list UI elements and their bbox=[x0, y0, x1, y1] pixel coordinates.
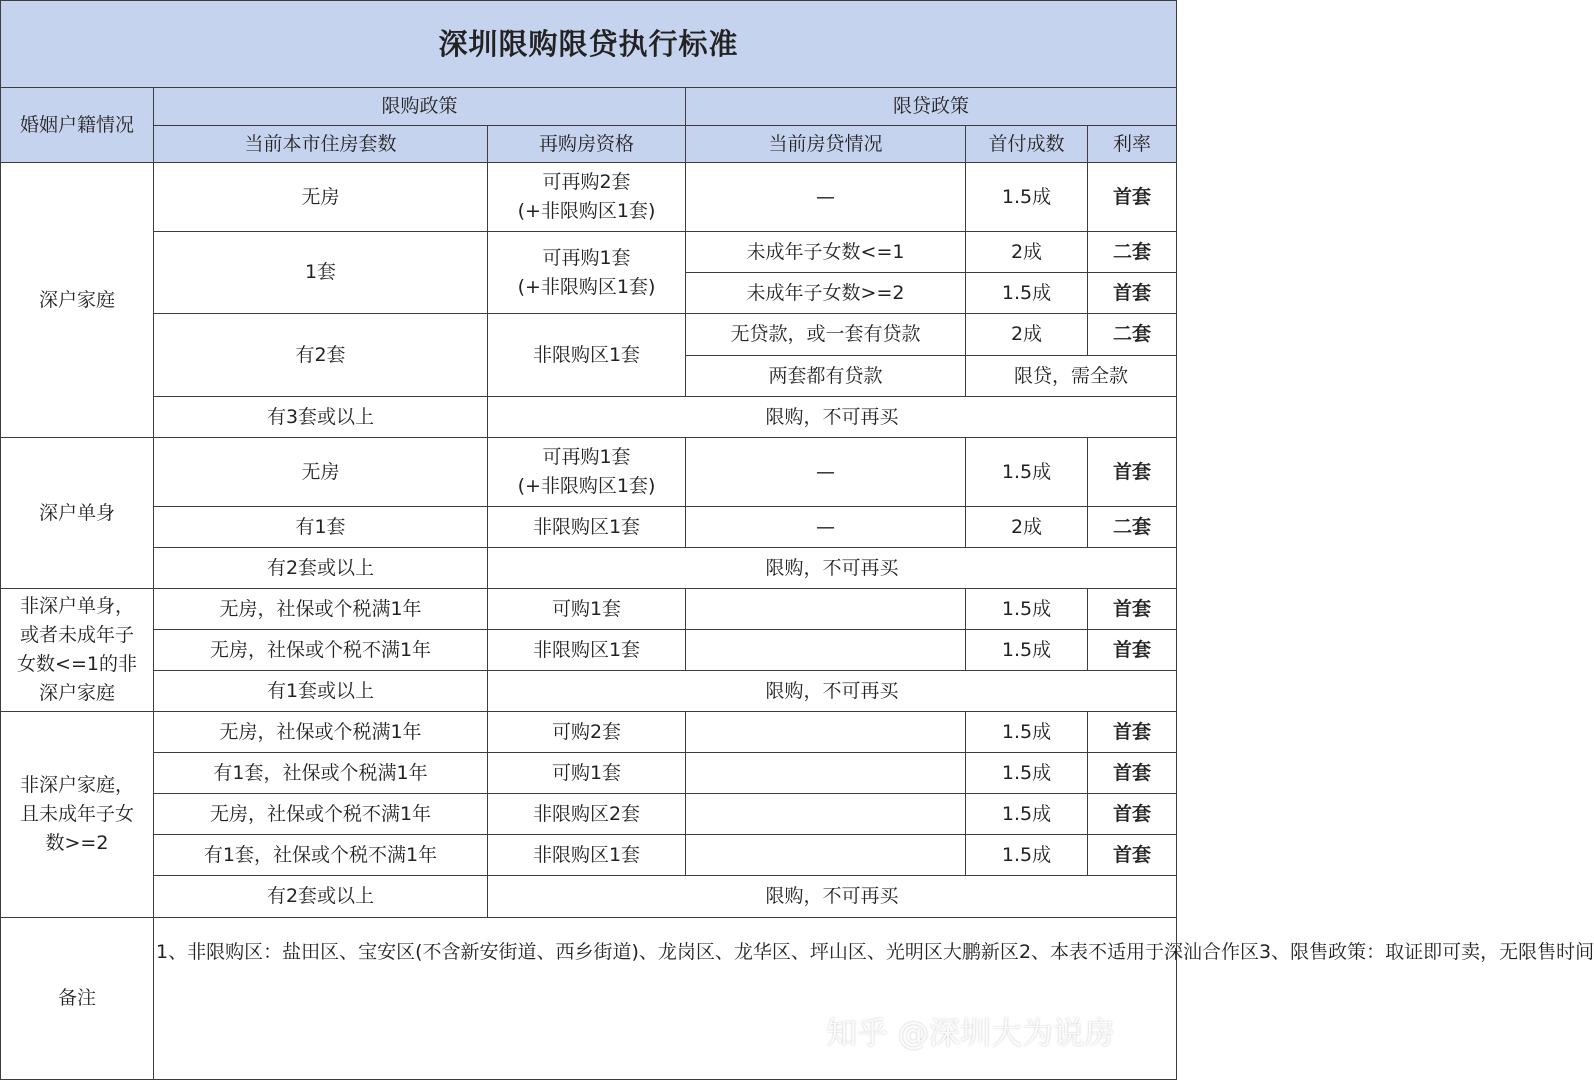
rate-cell: 首套 bbox=[1088, 794, 1177, 835]
current-houses-cell: 有3套或以上 bbox=[154, 397, 488, 438]
notes-label: 备注 bbox=[0, 918, 154, 1080]
current-houses-cell: 有1套，社保或个税不满1年 bbox=[154, 835, 488, 876]
rate-cell: 二套 bbox=[1088, 314, 1177, 356]
group-label: 非深户单身， 或者未成年子 女数<=1的非 深户家庭 bbox=[0, 589, 154, 712]
qualification-cell: 可购1套 bbox=[488, 589, 686, 630]
down-payment-cell: 1.5成 bbox=[966, 794, 1088, 835]
down-payment-cell: 1.5成 bbox=[966, 712, 1088, 753]
qualification-cell: 可再购1套 (+非限购区1套) bbox=[488, 232, 686, 314]
note-line: 大鹏新区 bbox=[942, 941, 1019, 963]
note-line: 1、非限购区：盐田区、宝安区(不含新安街道、西乡街道)、龙岗区、龙华区、坪山区、光明区 bbox=[156, 941, 943, 963]
rate-cell: 首套 bbox=[1088, 835, 1177, 876]
current-houses-cell: 有1套或以上 bbox=[154, 671, 488, 712]
loan-cell: — bbox=[686, 163, 966, 232]
rate-cell: 首套 bbox=[1088, 273, 1177, 314]
header-current-loan: 当前房贷情况 bbox=[686, 126, 966, 163]
qualification-cell: 可购1套 bbox=[488, 753, 686, 794]
header-current-houses: 当前本市住房套数 bbox=[154, 126, 488, 163]
header-down-payment: 首付成数 bbox=[966, 126, 1088, 163]
down-payment-cell: 2成 bbox=[966, 314, 1088, 356]
rate-cell: 首套 bbox=[1088, 438, 1177, 507]
loan-cell bbox=[686, 753, 966, 794]
note-line: 2、本表不适用于深汕合作区 bbox=[1018, 941, 1260, 963]
loan-cell: — bbox=[686, 438, 966, 507]
watermark: 知乎 @深圳大为说房 bbox=[826, 1016, 1115, 1052]
down-payment-cell: 1.5成 bbox=[966, 163, 1088, 232]
down-rate-cell: 限贷，需全款 bbox=[966, 356, 1177, 397]
loan-cell: 无贷款，或一套有贷款 bbox=[686, 314, 966, 356]
qualification-cell: 非限购区2套 bbox=[488, 794, 686, 835]
rate-cell: 首套 bbox=[1088, 753, 1177, 794]
header-marriage: 婚姻户籍情况 bbox=[0, 88, 154, 163]
rate-cell: 首套 bbox=[1088, 589, 1177, 630]
qualification-cell: 非限购区1套 bbox=[488, 630, 686, 671]
down-payment-cell: 1.5成 bbox=[966, 753, 1088, 794]
current-houses-cell: 无房 bbox=[154, 163, 488, 232]
loan-cell: 未成年子女数>=2 bbox=[686, 273, 966, 314]
down-payment-cell: 1.5成 bbox=[966, 589, 1088, 630]
rate-cell: 首套 bbox=[1088, 630, 1177, 671]
group-label: 深户单身 bbox=[0, 438, 154, 589]
current-houses-cell: 无房，社保或个税不满1年 bbox=[154, 794, 488, 835]
qualification-cell: 非限购区1套 bbox=[488, 314, 686, 397]
current-houses-cell: 1套 bbox=[154, 232, 488, 314]
down-payment-cell: 1.5成 bbox=[966, 273, 1088, 314]
header-loan-policy: 限贷政策 bbox=[686, 88, 1177, 126]
current-houses-cell: 无房，社保或个税满1年 bbox=[154, 712, 488, 753]
loan-cell bbox=[686, 589, 966, 630]
rate-cell: 首套 bbox=[1088, 712, 1177, 753]
current-houses-cell: 有1套 bbox=[154, 507, 488, 548]
header-rate: 利率 bbox=[1088, 126, 1177, 163]
rate-cell: 二套 bbox=[1088, 232, 1177, 273]
loan-cell bbox=[686, 630, 966, 671]
qualification-cell: 非限购区1套 bbox=[488, 507, 686, 548]
qualification-cell: 非限购区1套 bbox=[488, 835, 686, 876]
down-payment-cell: 1.5成 bbox=[966, 835, 1088, 876]
restricted-cell: 限购，不可再买 bbox=[488, 548, 1177, 589]
notes-content bbox=[154, 918, 1594, 1080]
restricted-cell: 限购，不可再买 bbox=[488, 876, 1177, 918]
group-label: 非深户家庭， 且未成年子女 数>=2 bbox=[0, 712, 154, 918]
header-rebuy-qualification: 再购房资格 bbox=[488, 126, 686, 163]
loan-cell bbox=[686, 835, 966, 876]
loan-cell bbox=[686, 794, 966, 835]
current-houses-cell: 无房，社保或个税不满1年 bbox=[154, 630, 488, 671]
qualification-cell: 可购2套 bbox=[488, 712, 686, 753]
down-payment-cell: 2成 bbox=[966, 232, 1088, 273]
current-houses-cell: 有1套，社保或个税满1年 bbox=[154, 753, 488, 794]
loan-cell bbox=[686, 712, 966, 753]
current-houses-cell: 无房 bbox=[154, 438, 488, 507]
header-purchase-policy: 限购政策 bbox=[154, 88, 686, 126]
qualification-cell: 可再购2套 (+非限购区1套) bbox=[488, 163, 686, 232]
loan-cell: 两套都有贷款 bbox=[686, 356, 966, 397]
group-label: 深户家庭 bbox=[0, 163, 154, 438]
qualification-cell: 可再购1套 (+非限购区1套) bbox=[488, 438, 686, 507]
table-title: 深圳限购限贷执行标准 bbox=[0, 0, 1177, 88]
current-houses-cell: 有2套 bbox=[154, 314, 488, 397]
down-payment-cell: 2成 bbox=[966, 507, 1088, 548]
loan-cell: 未成年子女数<=1 bbox=[686, 232, 966, 273]
current-houses-cell: 有2套或以上 bbox=[154, 548, 488, 589]
rate-cell: 首套 bbox=[1088, 163, 1177, 232]
current-houses-cell: 有2套或以上 bbox=[154, 876, 488, 918]
rate-cell: 二套 bbox=[1088, 507, 1177, 548]
down-payment-cell: 1.5成 bbox=[966, 630, 1088, 671]
restricted-cell: 限购，不可再买 bbox=[488, 671, 1177, 712]
current-houses-cell: 无房，社保或个税满1年 bbox=[154, 589, 488, 630]
down-payment-cell: 1.5成 bbox=[966, 438, 1088, 507]
restricted-cell: 限购，不可再买 bbox=[488, 397, 1177, 438]
loan-cell: — bbox=[686, 507, 966, 548]
note-line: 3、限售政策：取证即可卖，无限售时间 bbox=[1259, 941, 1594, 963]
